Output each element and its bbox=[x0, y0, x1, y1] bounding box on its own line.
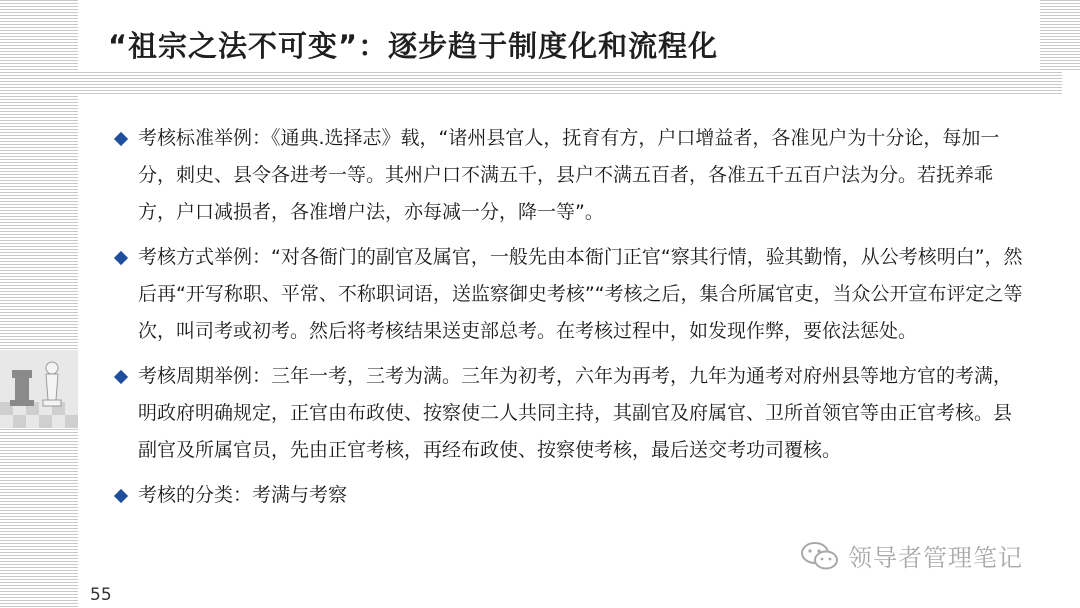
diamond-bullet-icon bbox=[114, 251, 128, 265]
diamond-bullet-icon bbox=[114, 370, 128, 384]
chess-pieces-image bbox=[0, 350, 78, 428]
bullet-item-category bbox=[114, 477, 1024, 514]
watermark-text: 领导者管理笔记 bbox=[848, 544, 1023, 572]
bullet-item-standard bbox=[114, 120, 1024, 231]
bullet-item-method bbox=[114, 239, 1024, 350]
watermark bbox=[800, 538, 1023, 573]
bullet-item-cycle bbox=[114, 358, 1024, 469]
slide-title: “祖宗之法不可变”：逐步趋于制度化和流程化 bbox=[108, 29, 719, 63]
header-stripe-band bbox=[0, 72, 1062, 94]
diamond-bullet-icon bbox=[114, 489, 128, 503]
bullet-text: 考核标准举例：《通典.选择志》载，“诸州县官人，抚育有方，户口增益者，各准见户为十分论，每加一分，刺史、县令各进考一等。其州户口不满五千，县户不满五百者，各准五千五百户法为分。若抚养乖方，户口减损者，各准增户法，亦每减一分，降一等”。 bbox=[138, 127, 1000, 223]
bullet-text: 考核方式举例：“对各衙门的副官及属官，一般先由本衙门正官“察其行情，验其勤惰，从公考核明白”，然后再“开写称职、平常、不称职词语，送监察御史考核”“考核之后，集合所属官吏，当众公开宣布评定之等次，叫司考或初考。然后将考核结果送吏部总考。在考核过程中，如发现作弊，要依法惩处。 bbox=[138, 246, 1023, 342]
bullet-text: 考核周期举例：三年一考，三考为满。三年为初考，六年为再考，九年为通考对府州县等地方官的考满，明政府明确规定，正官由布政使、按察使二人共同主持，其副官及府属官、卫所首领官等由正官考核。县副官及所属官员，先由正官考核，再经布政使、按察使考核，最后送交考功司覆核。 bbox=[138, 365, 1013, 461]
wechat-icon bbox=[800, 540, 840, 572]
page-number: 55 bbox=[90, 585, 112, 605]
diamond-bullet-icon bbox=[114, 132, 128, 146]
bullet-list bbox=[114, 120, 1024, 522]
bullet-text: 考核的分类：考满与考察 bbox=[138, 484, 348, 506]
top-right-stripe-band bbox=[1040, 0, 1080, 70]
